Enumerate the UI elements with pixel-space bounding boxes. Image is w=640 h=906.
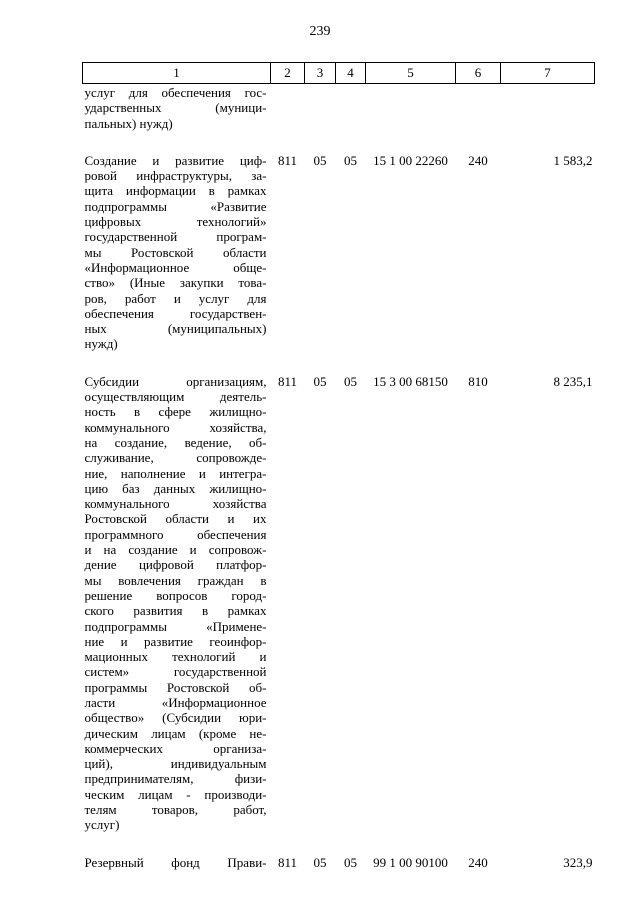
column-header-description: 1	[83, 63, 271, 84]
description-line: государственной програм-	[84, 229, 267, 245]
description-line: мы Ростовской области	[84, 244, 267, 260]
description-line: цию баз данных жилищно-	[84, 480, 267, 496]
description-line: Создание и развитие циф-	[84, 152, 267, 168]
row-pr: 05	[344, 854, 357, 870]
description-line: служивание, сопровожде-	[84, 450, 267, 466]
row-description	[83, 131, 271, 352]
description-line: дение цифровой платфор-	[84, 557, 267, 573]
row-description	[83, 833, 271, 870]
description-line: подпрограммы «Примене-	[84, 618, 267, 634]
description-line: Резервный фонд Прави-	[84, 854, 267, 870]
column-header-vr: 6	[456, 63, 501, 84]
budget-table	[82, 62, 595, 870]
row-ved: 811	[277, 152, 298, 168]
description-line: щита информации в рамках	[84, 183, 267, 199]
row-pr: 05	[344, 373, 357, 389]
table-row	[83, 84, 595, 131]
description-line: пальных) нужд)	[84, 115, 173, 131]
description-line: Ростовской области и их	[84, 511, 267, 527]
column-header-pr: 4	[336, 63, 366, 84]
row-amount: 1 583,2	[553, 152, 593, 168]
description-line: программы Ростовской об-	[84, 679, 267, 695]
description-line: услуг)	[84, 817, 120, 833]
description-line: и на создание и сопровож-	[84, 542, 267, 558]
description-line: мы вовлечения граждан в	[84, 572, 267, 588]
page-number: 239	[309, 24, 331, 39]
description-line: «Информационное обще-	[84, 259, 267, 275]
description-line: ласти «Информационное	[84, 694, 267, 710]
description-line: ность в сфере жилищно-	[84, 404, 267, 420]
description-line: телям товаров, работ,	[84, 802, 267, 818]
row-vr	[456, 84, 501, 131]
description-line: общество» (Субсидии юри-	[84, 710, 267, 726]
column-header-rz: 3	[305, 63, 336, 84]
description-line: нужд)	[84, 336, 118, 352]
row-rz: 05	[313, 854, 327, 870]
row-ved: 811	[277, 373, 298, 389]
description-line: ние, наполнение и интегра-	[84, 465, 267, 481]
description-line: дическим лицам (кроме не-	[84, 725, 267, 741]
row-amount	[501, 84, 595, 131]
description-line: ций), индивидуальным	[84, 756, 267, 772]
description-line: ров, работ и услуг для	[84, 290, 267, 306]
description-line: ского развития в рамках	[84, 603, 267, 619]
row-amount: 8 235,1	[553, 373, 593, 389]
description-line: решение вопросов город-	[84, 587, 267, 603]
description-line: коммерческих организа-	[84, 740, 267, 756]
row-description	[83, 352, 271, 833]
description-line: коммунального хозяйства,	[84, 419, 267, 435]
row-rz	[305, 84, 336, 131]
table-header-row	[83, 63, 595, 84]
row-csr: 99 1 00 90100	[373, 854, 448, 870]
description-line: ческим лицам - производи-	[84, 786, 267, 802]
description-line: ство» (Иные закупки това-	[84, 275, 267, 291]
row-ved	[271, 84, 305, 131]
description-line: ударственных (муници-	[84, 100, 267, 116]
description-line: осуществляющим деятель-	[84, 389, 267, 405]
row-amount: 323,9	[563, 854, 593, 870]
description-line: мационных технологий и	[84, 649, 267, 665]
description-line: цифровых технологий»	[84, 214, 267, 230]
row-description	[83, 84, 271, 131]
description-line: ных (муниципальных)	[84, 321, 267, 337]
description-line: подпрограммы «Развитие	[84, 198, 267, 214]
row-vr: 240	[468, 152, 488, 168]
description-line: систем» государственной	[84, 664, 267, 680]
row-csr: 15 3 00 68150	[373, 373, 448, 389]
row-vr: 240	[468, 854, 488, 870]
table-row	[83, 352, 595, 833]
description-line: услуг для обеспечения гос-	[84, 85, 267, 100]
row-rz: 05	[313, 373, 327, 389]
row-rz: 05	[313, 152, 327, 168]
description-line: Субсидии организациям,	[84, 373, 267, 389]
row-pr: 05	[344, 152, 357, 168]
row-vr: 810	[468, 373, 488, 389]
description-line: ние и развитие геоинфор-	[84, 633, 267, 649]
description-line: коммунального хозяйства	[84, 496, 267, 512]
description-line: предпринимателям, физи-	[84, 771, 267, 787]
table-row	[83, 131, 595, 352]
row-ved: 811	[277, 854, 298, 870]
row-csr	[366, 84, 456, 131]
description-line: программного обеспечения	[84, 526, 267, 542]
column-header-ved: 2	[271, 63, 305, 84]
description-line: на создание, ведение, об-	[84, 434, 267, 450]
row-pr	[336, 84, 366, 131]
description-line: обеспечения государствен-	[84, 305, 267, 321]
column-header-csr: 5	[366, 63, 456, 84]
description-line: ровой инфраструктуры, за-	[84, 168, 267, 184]
column-header-amount: 7	[501, 63, 595, 84]
table-row	[83, 833, 595, 870]
row-csr: 15 1 00 22260	[373, 152, 448, 168]
